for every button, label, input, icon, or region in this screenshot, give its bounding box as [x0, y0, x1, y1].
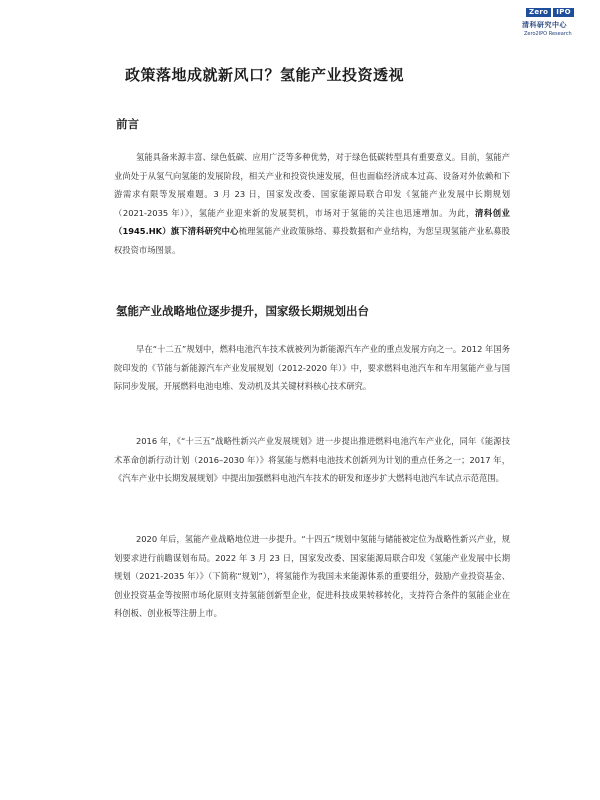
strategy-paragraph-2	[114, 432, 510, 488]
logo-mark	[526, 8, 594, 17]
logo-mark-right: IPO	[553, 8, 574, 17]
logo-mark-left: Zero	[526, 8, 551, 17]
strategy-paragraph-1	[114, 340, 510, 396]
preface-text-bold: 清科创业（1945.HK）旗下清科研究中心	[114, 207, 510, 237]
strategy-paragraph-3	[114, 530, 510, 623]
preface-paragraph	[114, 148, 510, 260]
preface-heading: 前言	[116, 117, 139, 131]
preface-text-b: 梳理氢能产业政策脉络、募投数据和产业结构，为您呈现氢能产业私募股权投资市场图景。	[114, 226, 510, 255]
strategy-text-1: 早在“十二五”规划中，燃料电池汽车技术就被列为新能源汽车产业的重点发展方向之一。2012 年国务院印发的《节能与新能源汽车产业发展规划（2012-2020 年）》中，要求燃料电池汽车和车用氢能产业与国际同步发展，开展燃料电池电堆、发动机及其关键材料核心技术研究。	[114, 344, 510, 392]
logo-name-cn: 清科研究中心	[522, 21, 567, 29]
strategy-heading: 氢能产业战略地位逐步提升，国家级长期规划出台	[116, 304, 369, 318]
strategy-text-2: 2016 年，《“十三五”战略性新兴产业发展规划》进一步提出推进燃料电池汽车产业化，同年《能源技术革命创新行动计划（2016–2030 年）》将氢能与燃料电池技术创新列为计划的重点任务之一；2017 年，《汽车产业中长期发展规划》中提出加强燃料电池汽车技术的研发和逐步扩大燃料电池汽车试点示范范围。	[114, 436, 510, 484]
document-title: 政策落地成就新风口？氢能产业投资透视	[125, 66, 405, 84]
logo-name-en: Zero2IPO Research	[524, 31, 572, 37]
zero2ipo-logo	[508, 8, 594, 48]
preface-text-a: 氢能具备来源丰富、绿色低碳、应用广泛等多种优势，对于绿色低碳转型具有重要意义。目前，氢能产业尚处于从氢气向氢能的发展阶段，相关产业和投资快速发展，但也面临经济成本过高、设备对外依赖和下游需求有限等发展难题。3 月 23 日，国家发改委、国家能源局联合印发《氢能产业发展中长期规划（2021-2035 年）》，氢能产业迎来新的发展契机，市场对于氢能的关注也迅速增加。为此，	[114, 152, 510, 218]
strategy-text-3: 2020 年后，氢能产业战略地位进一步提升。“十四五”规划中氢能与储能被定位为战略性新兴产业，规划要求进行前瞻谋划布局。2022 年 3 月 23 日，国家发改委、国家能源局联合印发《氢能产业发展中长期规划（2021-2035 年）》（下简称“规划”），将氢能作为我国未来能源体系的重要组分，鼓励产业投资基金、创业投资基金等按照市场化原则支持氢能创新型企业，促进科技成果转移转化，支持符合条件的氢能企业在科创板、创业板等注册上市。	[114, 534, 510, 619]
